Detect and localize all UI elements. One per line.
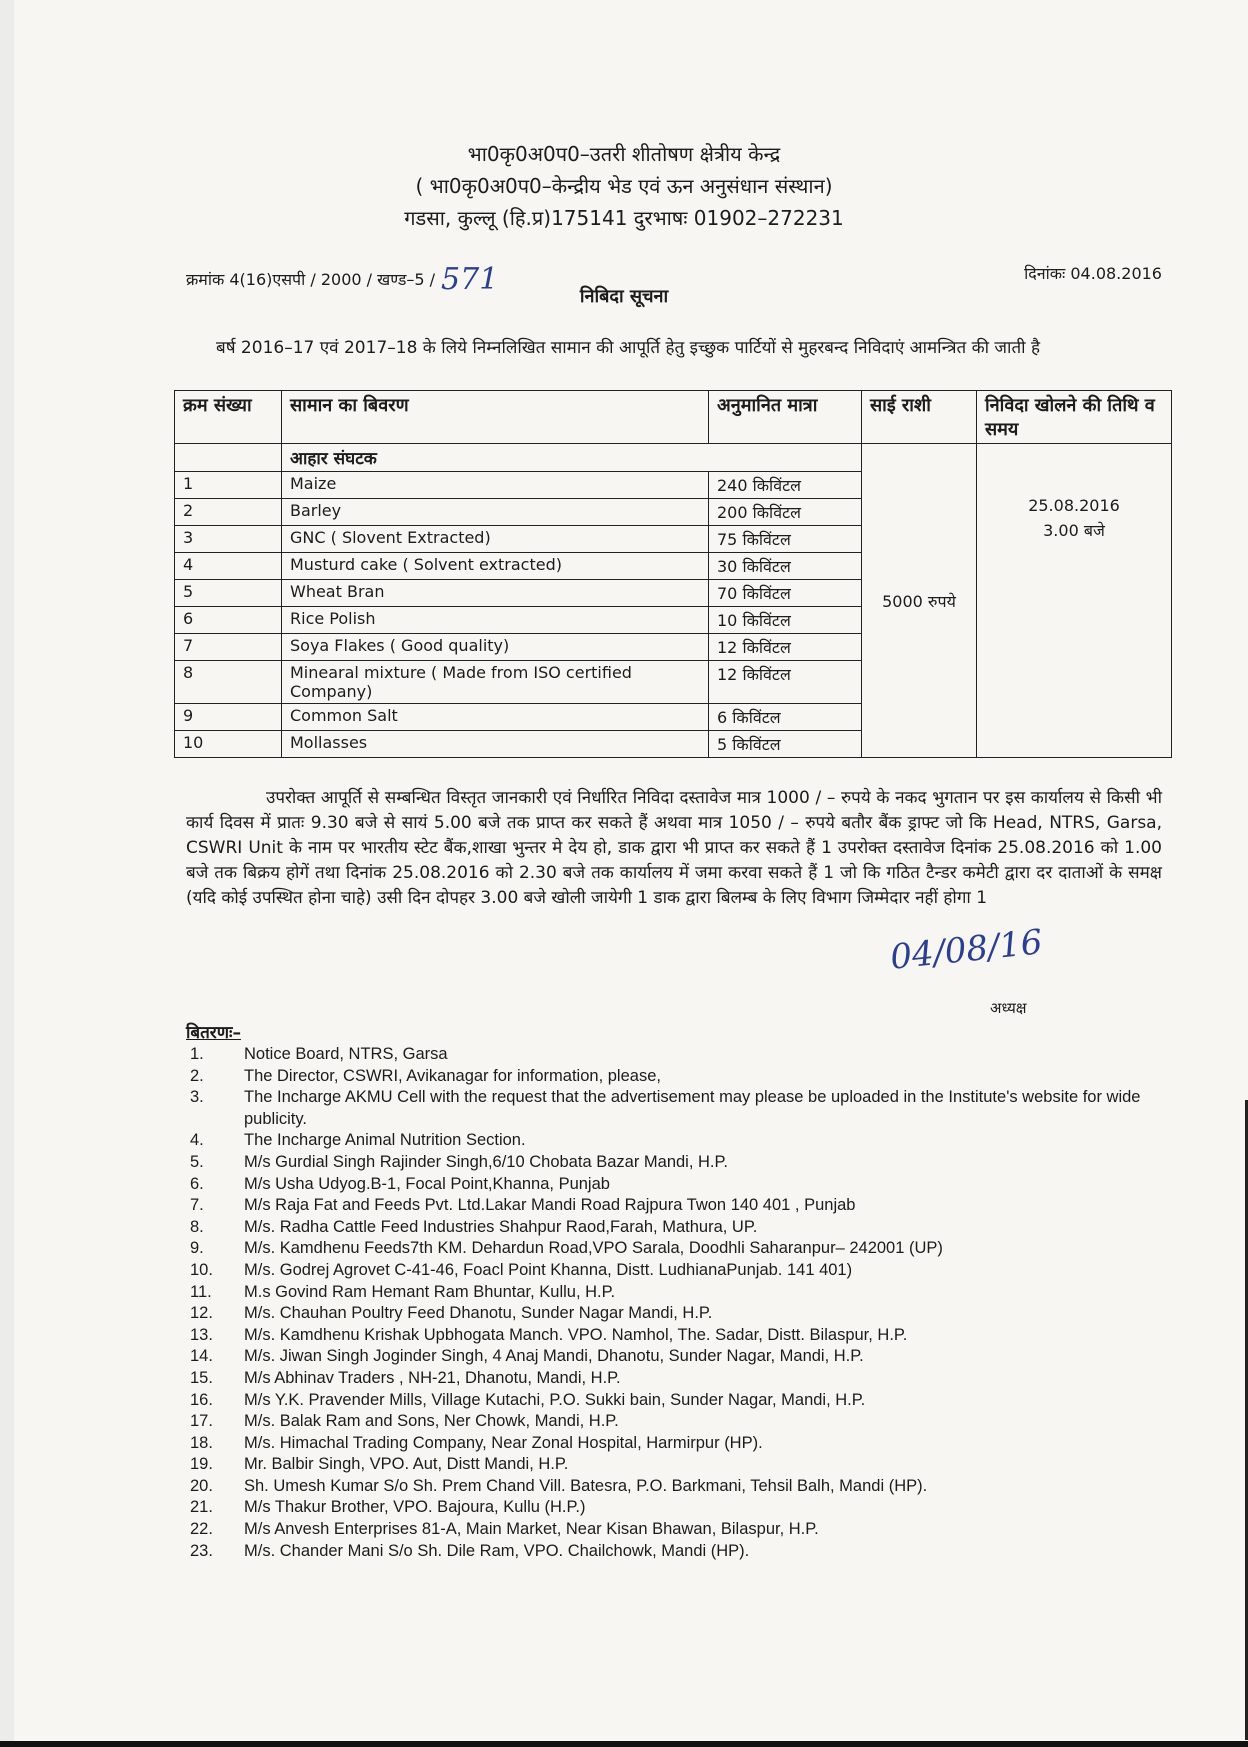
list-item (186, 1346, 1166, 1368)
cell-item: Maize (282, 472, 709, 499)
list-item-text: The Director, CSWRI, Avikanagar for information, please, (244, 1066, 661, 1085)
reference-text: क्रमांक 4(16)एसपी / 2000 / खण्ड–5 / (186, 270, 436, 289)
opening-time: 3.00 बजे (1043, 521, 1105, 540)
opening-cell (977, 444, 1172, 758)
cell-item: Mollasses (282, 731, 709, 758)
list-item-number: 7. (190, 1196, 204, 1215)
list-item-number: 13. (190, 1325, 213, 1344)
list-item-text: M/s Gurdial Singh Rajinder Singh,6/10 Chobata Bazar Mandi, H.P. (244, 1152, 728, 1171)
header-item: सामान का बिवरण (282, 391, 709, 444)
cell-item: Common Salt (282, 704, 709, 731)
list-item-text: Notice Board, NTRS, Garsa (244, 1045, 448, 1063)
list-item-number: 8. (190, 1217, 204, 1236)
cell-item: GNC ( Slovent Extracted) (282, 526, 709, 553)
details-paragraph: उपरोक्त आपूर्ति से सम्बन्धित विस्तृत जानकारी एवं निर्धारित निविदा दस्तावेज मात्र 1000 / – रुपये के नकद भुगतान पर इस कार्यालय से किसी भी कार्य दिवस में प्रातः 9.30 बजे से सायं 5.00 बजे तक प्राप्त कर सकते हैं अथवा मात्र 1050 / – रुपये बतौर बैंक ड्राफ्ट जो कि Head, NTRS, Garsa, CSWRI Unit के नाम पर भारतीय स्टेट बैंक,शाखा भुन्तर मे देय हो, डाक द्वारा भी प्राप्त कर सकते हैं 1 उपरोक्त दस्तावेज दिनांक 25.08.2016 को 1.00 बजे तक बिक्रय होगें तथा दिनांक 25.08.2016 को 2.30 बजे तक कार्यालय में जमा करवा सकते हैं 1 जो कि गठित टैन्डर कमेटी द्वारा दर दाताओं के समक्ष (यदि कोई उपस्थित होना चाहे) उसी दिन दोपहर 3.00 बजे खोली जायेगी 1 डाक द्वारा बिलम्ब के लिए विभाग जिम्मेदार नहीं होगा 1 (186, 788, 1162, 908)
header-sno: क्रम संख्या (175, 391, 282, 444)
list-item-number: 22. (190, 1520, 213, 1539)
list-item-number: 14. (190, 1347, 213, 1366)
list-item (186, 1476, 1166, 1498)
cell-item: Rice Polish (282, 607, 709, 634)
cell-qty: 240 किविंटल (709, 472, 862, 499)
list-item (186, 1411, 1166, 1433)
list-item-text: M/s. Kamdhenu Krishak Upbhogata Manch. VPO. Namhol, The. Sadar, Distt. Bilaspur, H.P. (244, 1325, 908, 1344)
signature: 04/08/16 (888, 922, 1045, 978)
list-item-number: 2. (190, 1066, 204, 1085)
cell-item: Musturd cake ( Solvent extracted) (282, 553, 709, 580)
header-opening: निविदा खोलने की तिथि व समय (977, 391, 1172, 444)
list-item (186, 1195, 1166, 1217)
notice-title: निबिदा सूचना (579, 286, 669, 307)
list-item-number: 6. (190, 1174, 204, 1193)
list-item (186, 1325, 1166, 1347)
list-item-text: M/s Raja Fat and Feeds Pvt. Ltd.Lakar Mandi Road Rajpura Twon 140 401 , Punjab (244, 1196, 856, 1215)
section-row (175, 444, 1172, 472)
letterhead-line-3: गडसा, कुल्लू (हि.प्र)175141 दुरभाषः 01902–272231 (404, 206, 844, 230)
list-item-number: 5. (190, 1152, 204, 1171)
list-item (186, 1217, 1166, 1239)
list-item-number: 4. (190, 1131, 204, 1150)
cell-sno: 1 (175, 472, 282, 499)
cell-sno: 10 (175, 731, 282, 758)
list-item-number: 1. (190, 1045, 204, 1063)
cell-item: Minearal mixture ( Made from ISO certified Company) (282, 661, 709, 704)
list-item (186, 1497, 1166, 1519)
scan-edge-bottom (0, 1741, 1248, 1747)
list-item (186, 1454, 1166, 1476)
cell-qty: 10 किविंटल (709, 607, 862, 634)
list-item-text: M/s Abhinav Traders , NH-21, Dhanotu, Mandi, H.P. (244, 1368, 621, 1387)
list-item-text: M/s Usha Udyog.B-1, Focal Point,Khanna, Punjab (244, 1174, 610, 1193)
section-label: आहार संघटक (282, 444, 862, 472)
list-item-number: 10. (190, 1260, 213, 1279)
list-item-text: M/s Anvesh Enterprises 81-A, Main Market, Near Kisan Bhawan, Bilaspur, H.P. (244, 1520, 819, 1539)
list-item-number: 20. (190, 1476, 213, 1495)
list-item-text: M/s. Chander Mani S/o Sh. Dile Ram, VPO. Chailchowk, Mandi (HP). (244, 1541, 750, 1560)
cell-qty: 6 किविंटल (709, 704, 862, 731)
notice-date: दिनांकः 04.08.2016 (1024, 264, 1162, 283)
list-item-number: 21. (190, 1498, 213, 1517)
cell-sno: 4 (175, 553, 282, 580)
header-qty: अनुमानित मात्रा (709, 391, 862, 444)
letterhead (0, 138, 1248, 234)
list-item (186, 1152, 1166, 1174)
distribution-list (186, 1044, 1166, 1562)
cell-item: Wheat Bran (282, 580, 709, 607)
list-item-number: 12. (190, 1304, 213, 1323)
letterhead-line-2: ( भा0कृ0अ0प0–केन्द्रीय भेड एवं ऊन अनुसंधान संस्थान) (415, 174, 833, 198)
opening-date: 25.08.2016 (1028, 496, 1120, 515)
list-item-number: 17. (190, 1412, 213, 1431)
list-item-text: M/s. Balak Ram and Sons, Ner Chowk, Mandi, H.P. (244, 1412, 619, 1431)
list-item-text: M/s Y.K. Pravender Mills, Village Kutachi, P.O. Sukki bain, Sunder Nagar, Mandi, H.P. (244, 1390, 866, 1409)
list-item-number: 15. (190, 1368, 213, 1387)
section-blank (175, 444, 282, 472)
cell-qty: 200 किविंटल (709, 499, 862, 526)
list-item (186, 1044, 1166, 1066)
list-item-number: 19. (190, 1455, 213, 1474)
list-item-number: 18. (190, 1433, 213, 1452)
list-item (186, 1260, 1166, 1282)
list-item-text: M/s. Godrej Agrovet C-41-46, Foacl Point Khanna, Distt. LudhianaPunjab. 141 401) (244, 1260, 853, 1279)
list-item (186, 1282, 1166, 1304)
list-item-text: M/s. Chauhan Poultry Feed Dhanotu, Sunder Nagar Mandi, H.P. (244, 1304, 713, 1323)
list-item-number: 23. (190, 1541, 213, 1560)
table-header-row (175, 391, 1172, 444)
header-earnest: साई राशी (862, 391, 977, 444)
list-item-text: Sh. Umesh Kumar S/o Sh. Prem Chand Vill. Batesra, P.O. Barkmani, Tehsil Balh, Mandi (HP). (244, 1476, 928, 1495)
list-item (186, 1303, 1166, 1325)
list-item-text: M.s Govind Ram Hemant Ram Bhuntar, Kullu, H.P. (244, 1282, 616, 1301)
list-item (186, 1519, 1166, 1541)
list-item-text: Mr. Balbir Singh, VPO. Aut, Distt Mandi, H.P. (244, 1455, 569, 1474)
distribution-title: बितरणः– (186, 1023, 241, 1043)
list-item-text: The Incharge AKMU Cell with the request that the advertisement may please be uploaded in the Institute's website for wide publicity. (244, 1088, 1141, 1128)
cell-qty: 75 किविंटल (709, 526, 862, 553)
list-item (186, 1541, 1166, 1563)
list-item (186, 1390, 1166, 1412)
list-item-text: The Incharge Animal Nutrition Section. (244, 1131, 526, 1150)
cell-qty: 30 किविंटल (709, 553, 862, 580)
list-item (186, 1433, 1166, 1455)
list-item-number: 11. (190, 1282, 212, 1301)
cell-qty: 12 किविंटल (709, 634, 862, 661)
list-item (186, 1368, 1166, 1390)
cell-sno: 6 (175, 607, 282, 634)
cell-sno: 8 (175, 661, 282, 704)
list-item (186, 1238, 1166, 1260)
list-item (186, 1066, 1166, 1088)
cell-item: Barley (282, 499, 709, 526)
list-item (186, 1130, 1166, 1152)
list-item-text: M/s Thakur Brother, VPO. Bajoura, Kullu (H.P.) (244, 1498, 586, 1517)
cell-sno: 5 (175, 580, 282, 607)
list-item-text: M/s. Jiwan Singh Joginder Singh, 4 Anaj Mandi, Dhanotu, Sunder Nagar, Mandi, H.P. (244, 1347, 864, 1366)
cell-sno: 9 (175, 704, 282, 731)
signatory-designation: अध्यक्ष (990, 999, 1027, 1017)
earnest-money: 5000 रुपये (862, 444, 977, 758)
cell-sno: 7 (175, 634, 282, 661)
list-item-number: 3. (190, 1088, 204, 1107)
intro-paragraph: बर्ष 2016–17 एवं 2017–18 के लिये निम्नलिखित सामान की आपूर्ति हेतु इच्छुक पार्टियों से मुहरबन्द निविदाएं आमन्त्रित की जाती है (216, 338, 1040, 358)
cell-item: Soya Flakes ( Good quality) (282, 634, 709, 661)
list-item-text: M/s. Kamdhenu Feeds7th KM. Dehardun Road,VPO Sarala, Doodhli Saharanpur– 242001 (UP) (244, 1239, 943, 1258)
list-item-text: M/s. Radha Cattle Feed Industries Shahpur Raod,Farah, Mathura, UP. (244, 1217, 758, 1236)
list-item-number: 9. (190, 1239, 204, 1258)
cell-sno: 2 (175, 499, 282, 526)
cell-qty: 5 किविंटल (709, 731, 862, 758)
letterhead-line-1: भा0कृ0अ0प0–उतरी शीतोषण क्षेत्रीय केन्द्र (467, 142, 781, 166)
cell-qty: 70 किविंटल (709, 580, 862, 607)
reference-handwritten: 571 (441, 262, 499, 297)
list-item (186, 1087, 1166, 1130)
items-table (174, 390, 1172, 758)
list-item-text: M/s. Himachal Trading Company, Near Zonal Hospital, Harmirpur (HP). (244, 1433, 763, 1452)
cell-qty: 12 किविंटल (709, 661, 862, 704)
list-item-number: 16. (190, 1390, 213, 1409)
list-item (186, 1174, 1166, 1196)
cell-sno: 3 (175, 526, 282, 553)
scan-edge (0, 0, 14, 1747)
